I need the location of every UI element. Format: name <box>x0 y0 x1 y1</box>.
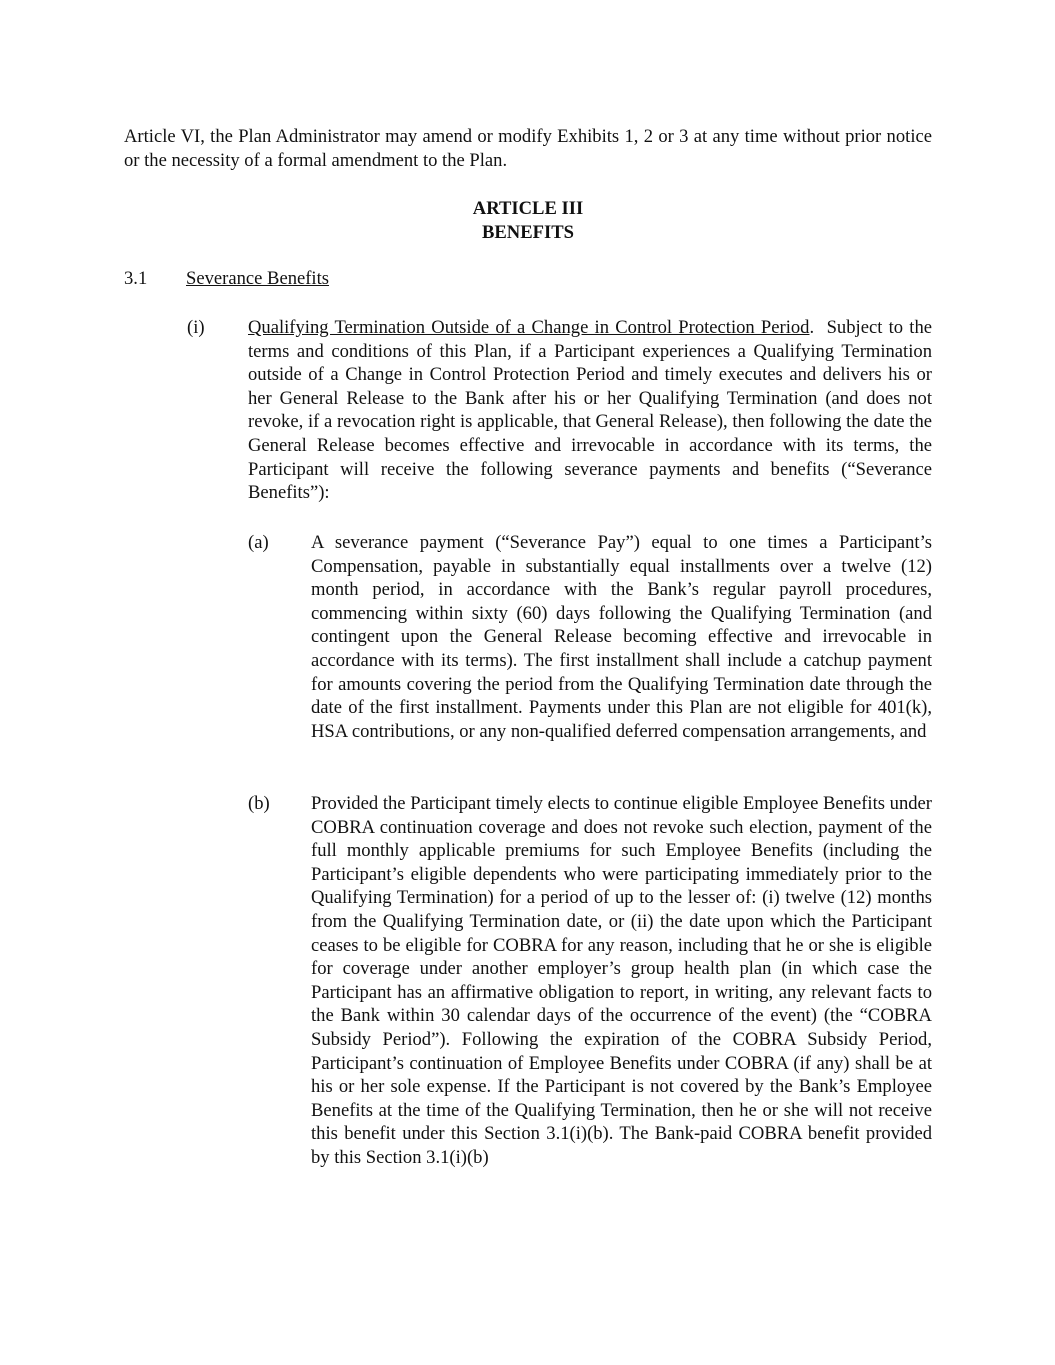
intro-paragraph: Article VI, the Plan Administrator may amend or modify Exhibits 1, 2 or 3 at any time without prior notice or the necessity of a formal amendment to the Plan. <box>124 126 932 171</box>
subsection-i-text: Subject to the terms and conditions of this Plan, if a Participant experiences a Qualifying Termination outside of a Change in Control Protection Period and timely executes and delivers his or her General Release to the Bank after his or her Qualifying Termination (and does not revoke, if a revocation right is applicable, that General Release), then following the date the General Release becomes effective and irrevocable in accordance with its terms, the Participant will receive the following severance payments and benefits (“Severance Benefits”): <box>248 317 932 504</box>
item-a-label: (a) <box>248 532 269 553</box>
subsection-i-heading-end: . <box>809 317 815 338</box>
article-number: ARTICLE III <box>472 198 584 219</box>
section-number: 3.1 <box>124 268 148 289</box>
subsection-i-label: (i) <box>187 317 205 338</box>
section-title: Severance Benefits <box>186 268 330 289</box>
subsection-i-paragraph <box>248 316 932 505</box>
subsection-i-heading: Qualifying Termination Outside of a Change in Control Protection Period <box>248 317 810 338</box>
article-title: BENEFITS <box>482 222 574 243</box>
item-a-paragraph: A severance payment (“Severance Pay”) equal to one times a Participant’s Compensation, payable in substantially equal installments over a twelve (12) month period, in accordance with the Bank’s regular payroll procedures, commencing within sixty (60) days following the Qualifying Termination (and contingent upon the General Release becoming effective and irrevocable in accordance with its terms). The first installment shall include a catchup payment for amounts covering the period from the Qualifying Termination date through the date of the first installment. Payments under this Plan are not eligible for 401(k), HSA contributions, or any non-qualified deferred compensation arrangements, and <box>311 532 932 742</box>
item-b-label: (b) <box>248 793 270 814</box>
item-b-paragraph: Provided the Participant timely elects to continue eligible Employee Benefits under COBRA continuation coverage and does not revoke such election, payment of the full monthly applicable premiums for such Employee Benefits (including the Participant’s eligible dependents who were participating immediately prior to the Qualifying Termination) for a period of up to the lesser of: (i) twelve (12) months from the Qualifying Termination date, or (ii) the date upon which the Participant ceases to be eligible for COBRA for any reason, including that he or she is eligible for coverage under another employer’s group health plan (in which case the Participant has an affirmative obligation to report, in writing, any relevant facts to the Bank within 30 calendar days of the occurrence of the event) (the “COBRA Subsidy Period”). Following the expiration of the COBRA Subsidy Period, Participant’s continuation of Employee Benefits under COBRA (if any) shall be at his or her sole expense. If the Participant is not covered by the Bank’s Employee Benefits at the time of the Qualifying Termination, then he or she will not receive this benefit under this Section 3.1(i)(b). The Bank-paid COBRA benefit provided by this Section 3.1(i)(b) <box>311 793 932 1168</box>
